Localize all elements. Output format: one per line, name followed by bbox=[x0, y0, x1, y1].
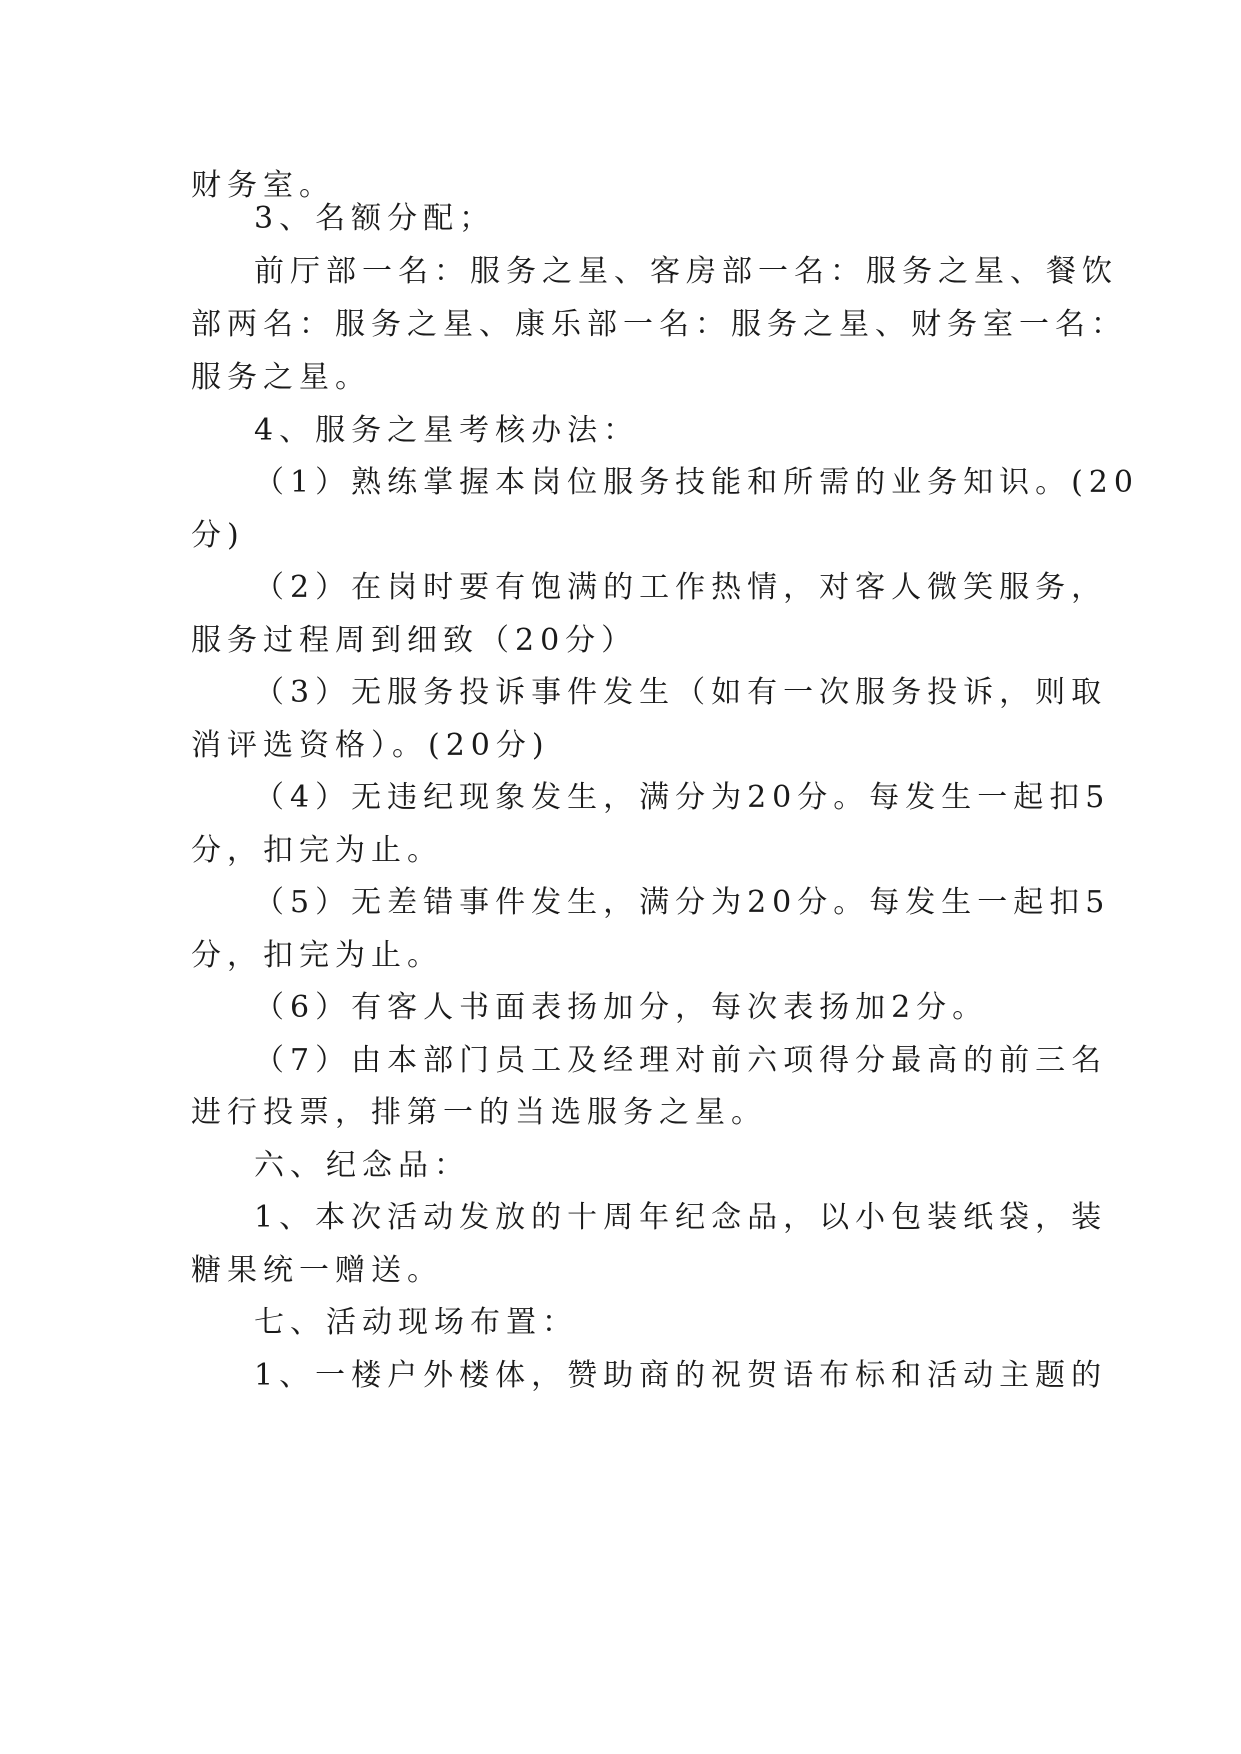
list-item-1: （1）熟练掌握本岗位服务技能和所需的业务知识。(20 bbox=[254, 465, 1139, 500]
list-item-1-cont: 分) bbox=[191, 518, 245, 553]
section-heading-quota: 3、名额分配； bbox=[254, 201, 496, 236]
list-item-3-cont: 消评选资格）。(20分) bbox=[191, 728, 550, 763]
list-item-4-cont: 分，扣完为止。 bbox=[191, 833, 443, 868]
paragraph-souvenir: 1、本次活动发放的十周年纪念品，以小包装纸袋，装 bbox=[254, 1200, 1108, 1235]
paragraph-line-1: 财务室。 bbox=[191, 168, 335, 203]
section-heading-assessment: 4、服务之星考核办法： bbox=[254, 413, 640, 448]
paragraph-souvenir-cont: 糖果统一赠送。 bbox=[191, 1253, 443, 1288]
list-item-2: （2）在岗时要有饱满的工作热情，对客人微笑服务， bbox=[254, 570, 1108, 605]
list-item-5-cont: 分，扣完为止。 bbox=[191, 938, 443, 973]
paragraph-venue: 1、一楼户外楼体，赞助商的祝贺语布标和活动主题的 bbox=[254, 1358, 1108, 1393]
list-item-7-cont: 进行投票，排第一的当选服务之星。 bbox=[191, 1095, 767, 1130]
list-item-4: （4）无违纪现象发生，满分为20分。每发生一起扣5 bbox=[254, 780, 1111, 815]
list-item-2-cont: 服务过程周到细致（20分） bbox=[191, 623, 638, 658]
list-item-3: （3）无服务投诉事件发生（如有一次服务投诉，则取 bbox=[254, 675, 1108, 710]
list-item-6: （6）有客人书面表扬加分，每次表扬加2分。 bbox=[254, 990, 989, 1025]
paragraph-line-3: 前厅部一名：服务之星、客房部一名：服务之星、餐饮 bbox=[254, 254, 1118, 289]
list-item-5: （5）无差错事件发生，满分为20分。每发生一起扣5 bbox=[254, 885, 1111, 920]
section-heading-venue: 七、活动现场布置： bbox=[254, 1305, 578, 1340]
paragraph-line-4: 部两名：服务之星、康乐部一名：服务之星、财务室一名： bbox=[191, 307, 1127, 342]
section-heading-souvenir: 六、纪念品： bbox=[254, 1148, 470, 1183]
list-item-7: （7）由本部门员工及经理对前六项得分最高的前三名 bbox=[254, 1043, 1108, 1078]
paragraph-line-5: 服务之星。 bbox=[191, 360, 371, 395]
